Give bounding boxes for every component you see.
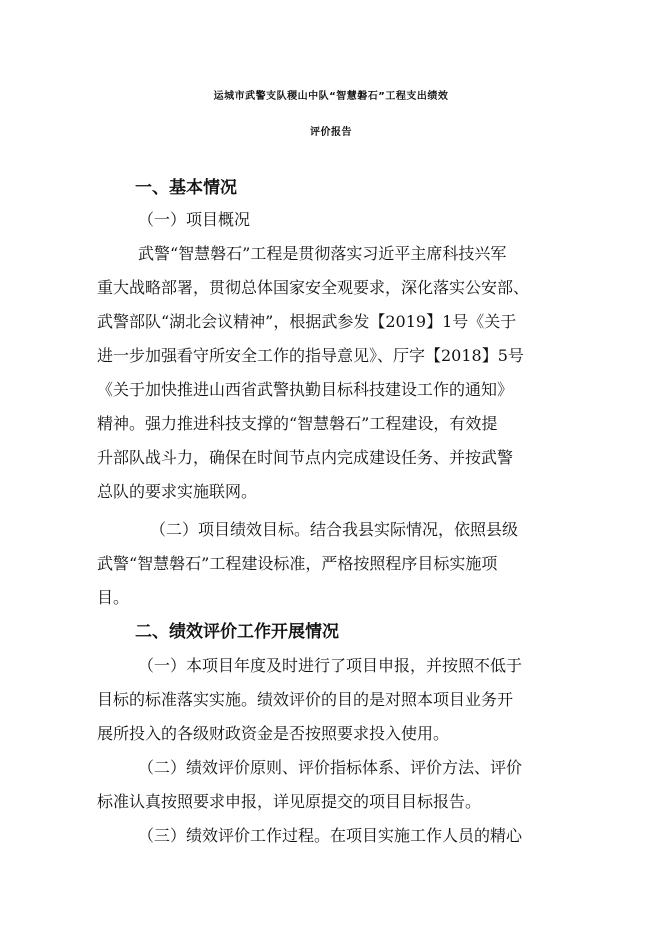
document-title-line2: 评价报告 xyxy=(310,127,352,138)
section2-heading: 二、绩效评价工作开展情况 xyxy=(135,622,339,642)
section1-heading: 一、基本情况 xyxy=(135,178,237,198)
paragraph-line: 武警部队“湖北会议精神”，根据武参发【2019】1号《关于 xyxy=(97,312,517,331)
paragraph-line: 重大战略部署，贯彻总体国家安全观要求，深化落实公安部、 xyxy=(97,278,530,297)
document-title-line1: 运城市武警支队稷山中队“智慧磐石”工程支出绩效 xyxy=(213,91,449,102)
paragraph-line: 升部队战斗力，确保在时间节点内完成建设任务、并按武警 xyxy=(97,448,514,467)
paragraph-line: 武警“智慧磐石”工程建设标准，严格按照程序目标实施项 xyxy=(97,554,498,573)
paragraph-line: 展所投入的各级财政资金是否按照要求投入使用。 xyxy=(97,724,450,743)
paragraph-line: 标准认真按照要求申报，详见原提交的项目目标报告。 xyxy=(97,792,482,811)
paragraph-line: （一）本项目年度及时进行了项目申报，并按照不低于 xyxy=(138,656,523,675)
paragraph-line: 总队的要求实施联网。 xyxy=(97,482,258,501)
paragraph-line: 目。 xyxy=(97,588,130,607)
section1-sub1-heading: （一）项目概况 xyxy=(138,210,251,229)
paragraph-line: （二）绩效评价原则、评价指标体系、评价方法、评价 xyxy=(138,758,523,777)
paragraph-line: （三）绩效评价工作过程。在项目实施工作人员的精心 xyxy=(138,826,523,845)
paragraph-line: 精神。强力推进科技支撑的“智慧磐石”工程建设，有效提 xyxy=(97,414,498,433)
paragraph-line: 进一步加强看守所安全工作的指导意见》、厅字【2018】5号 xyxy=(97,346,524,365)
paragraph-line: 目标的标准落实实施。绩效评价的目的是对照本项目业务开 xyxy=(97,690,514,709)
paragraph-line: 武警“智慧磐石”工程是贯彻落实习近平主席科技兴军 xyxy=(138,244,507,263)
paragraph-line: （二）项目绩效目标。结合我县实际情况，依照县级 xyxy=(150,520,519,539)
paragraph-line: 《关于加快推进山西省武警执勤目标科技建设工作的通知》 xyxy=(97,380,514,399)
